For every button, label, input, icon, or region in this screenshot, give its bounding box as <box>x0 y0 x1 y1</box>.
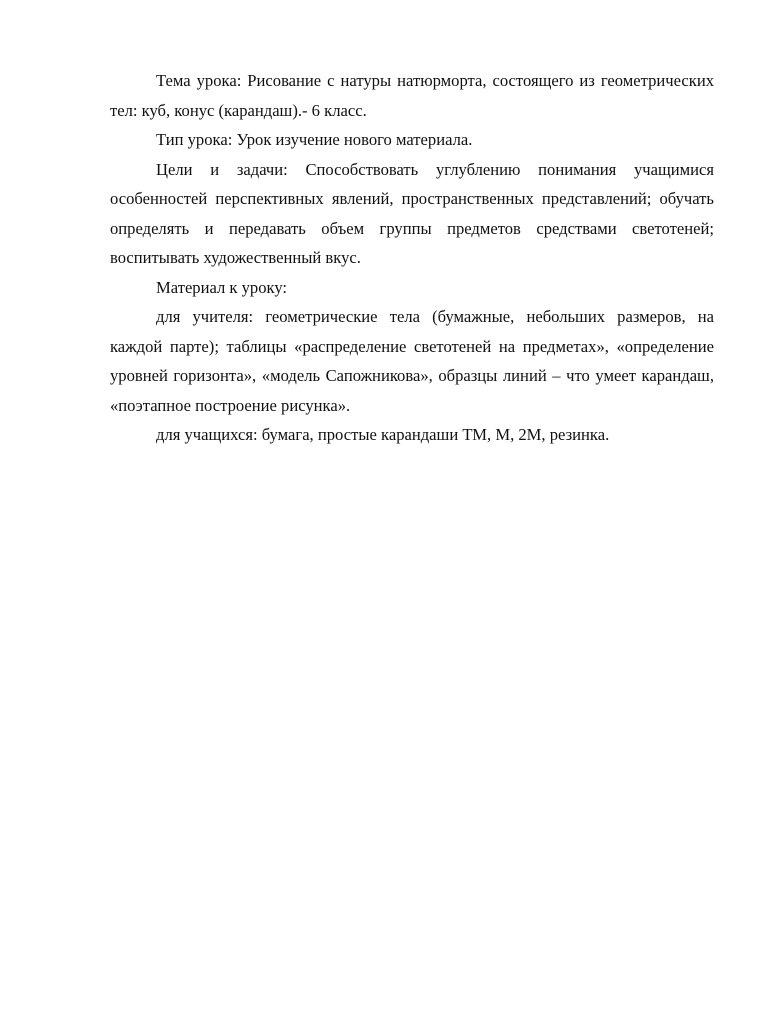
teacher-materials-paragraph: для учителя: геометрические тела (бумажные, небольших размеров, на каждой парте); таблицы «распределение светотеней на предметах», «определение уровней горизонта», «модель Сапожникова», образцы линий – что умеет карандаш, «поэтапное построение рисунка». <box>110 307 714 415</box>
student-materials-paragraph: для учащихся: бумага, простые карандаши ТМ, М, 2М, резинка. <box>156 425 610 444</box>
lesson-topic-paragraph: Тема урока: Рисование с натуры натюрморта, состоящего из геометрических тел: куб, конус (карандаш).- 6 класс. <box>110 71 714 120</box>
document-body <box>110 66 714 450</box>
lesson-type-paragraph: Тип урока: Урок изучение нового материала. <box>156 130 473 149</box>
materials-heading: Материал к уроку: <box>156 277 288 297</box>
goals-paragraph: Цели и задачи: Способствовать углублению понимания учащимися особенностей перспективных явлений, пространственных представлений; обучать определять и передавать объем группы предметов средствами светотеней; воспитывать художественный вкус. <box>110 159 714 267</box>
